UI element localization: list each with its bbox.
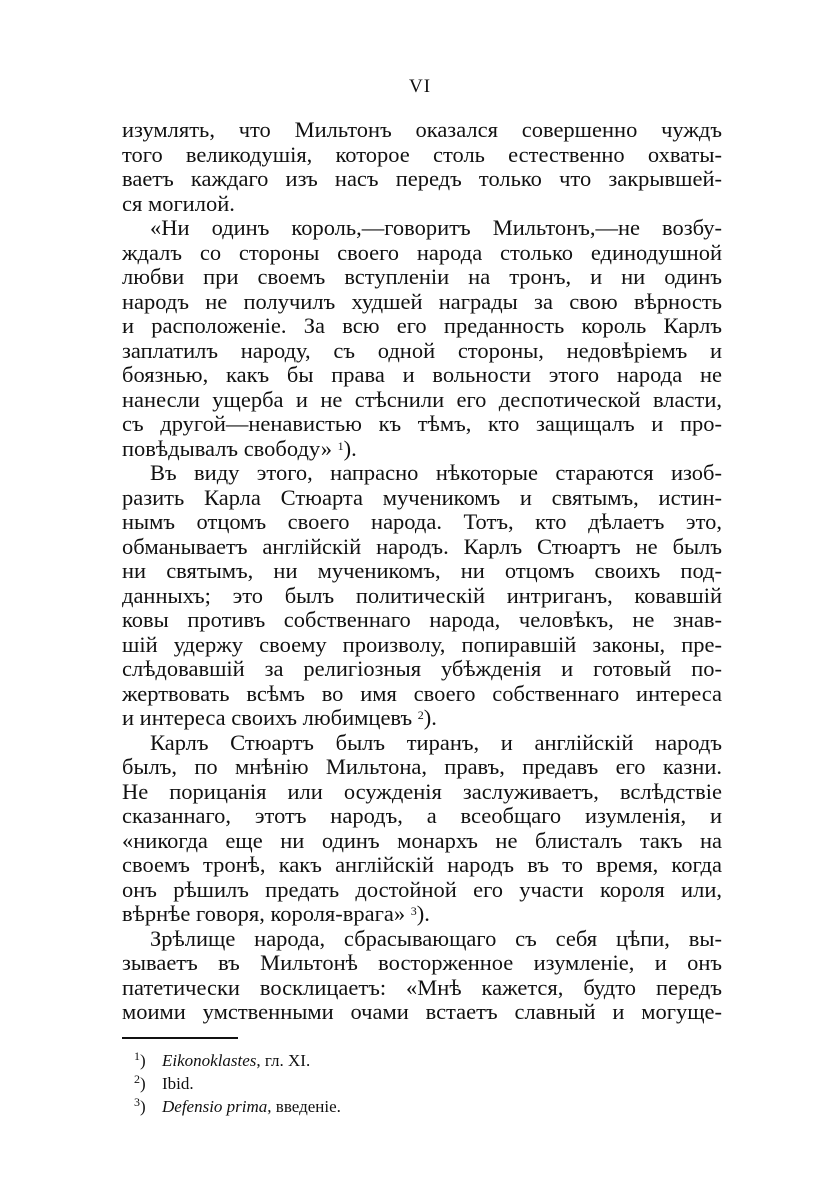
text-line: слѣдовавшій за религіозныя убѣжденія и готовый по- [122,656,722,681]
text-line: и расположеніе. За всю его преданность король Карлъ [122,313,722,338]
footnote-text: Ibid. [162,1074,194,1093]
text-line: былъ, по мнѣнію Мильтона, правъ, предавъ его казни. [122,754,722,779]
text-line: народъ не получилъ худшей награды за свою вѣрность [122,288,722,314]
text-line: ждалъ со стороны своего народа столько единодушной [122,239,722,265]
text-line: сказаннаго, этотъ народъ, а всеобщаго изумленія, и [122,803,722,828]
footnotes [134,1049,634,1118]
text-line: «никогда еще ни одинъ монархъ не блисталъ такъ на [122,827,722,853]
text-line: жертвовать всѣмъ во имя своего собственнаго интереса [122,680,722,706]
text-line [122,437,722,462]
footnote-text: , введеніе. [267,1097,341,1116]
line-text: вѣрнѣе говоря, короля-врага» [122,901,406,926]
footnote-separator [122,1037,238,1039]
footnote-paren: ) [140,1074,146,1093]
footnote-paren: ) [140,1051,146,1070]
footnote-mark: 3 [134,1095,140,1109]
footnote-mark: 2 [134,1072,140,1086]
text-line: ни святымъ, ни мученикомъ, ни отцомъ своихъ под- [122,558,722,583]
text-line: Карлъ Стюартъ былъ тиранъ, и англійскій народъ [150,729,722,755]
text-line: Зрѣлище народа, сбрасывающаго съ себя цѣпи, вы- [150,925,722,951]
footnote-number [134,1072,162,1095]
text-line [122,706,722,731]
page-number: VI [408,76,432,97]
line-text: повѣдывалъ свободу» [122,435,332,461]
text-line: изумлять, что Мильтонъ оказался совершенно чуждъ [122,117,722,142]
text-line: ваетъ каждаго изъ насъ передъ только что закрывшей- [122,166,722,191]
text-line: своемъ тронѣ, какъ англійскій народъ въ то время, когда [122,852,722,877]
footnote-ref: 1 [337,438,344,453]
line-trail: ). [423,705,437,730]
footnote [134,1049,634,1072]
footnote [134,1095,634,1118]
text-line: Въ виду этого, напрасно нѣкоторые стараются изоб- [150,460,722,485]
text-line: боязнью, какъ бы права и вольности этого народа не [122,362,722,387]
text-line: нанесли ущерба и не стѣснили его деспотической власти, [122,386,722,412]
text-line: моими умственными очами встаетъ славный и могуще- [122,999,722,1024]
paragraph [122,216,722,461]
footnote-paren: ) [140,1097,146,1116]
text-line: съ другой—ненавистью къ тѣмъ, кто защищалъ и про- [122,411,722,436]
paragraph [122,927,722,1025]
body-text [122,118,722,1025]
text-line: разить Карла Стюарта мученикомъ и святымъ, истин- [122,484,722,510]
footnote-title: Defensio prima [162,1097,268,1116]
footnote-mark: 1 [134,1049,140,1063]
footnote-number [134,1095,162,1118]
text-line: обманываетъ англійскій народъ. Карлъ Стюартъ не былъ [122,533,722,559]
text-line: онъ рѣшилъ предать достойной его участи короля или, [122,876,722,902]
text-line: нымъ отцомъ своего народа. Тотъ, кто дѣлаетъ это, [122,509,722,534]
text-line: ся могилой. [122,190,235,216]
text-line: патетически восклицаетъ: «Мнѣ кажется, будто передъ [122,974,722,1000]
line-trail: ). [416,901,430,926]
footnote-number [134,1049,162,1072]
text-line: Не порицанія или осужденія заслуживаетъ, вслѣдствіе [122,778,722,804]
footnote-text: , гл. XI. [256,1051,311,1070]
footnote-title: Eikonoklastes [162,1051,257,1070]
paragraph [122,731,722,927]
text-line [122,902,722,927]
footnote-ref: 2 [417,708,424,722]
text-line: того великодушія, которое столь естественно охваты- [122,141,722,167]
footnote-ref: 3 [410,904,417,918]
text-line: зываетъ въ Мильтонѣ восторженное изумленіе, и онъ [122,950,722,975]
paragraph [122,461,722,731]
text-line: данныхъ; это былъ политическій интриганъ, ковавшій [122,582,722,608]
text-line: любви при своемъ вступленіи на тронъ, и ни одинъ [122,264,722,289]
text-line: «Ни одинъ король,—говоритъ Мильтонъ,—не возбу- [150,215,722,240]
text-line: заплатилъ народу, съ одной стороны, недовѣріемъ и [122,337,722,363]
footnote [134,1072,634,1095]
paragraph [122,118,722,216]
line-trail: ). [343,435,357,461]
line-text: и интереса своихъ любимцевъ [122,705,413,730]
text-line: шій удержу своему произволу, попиравшій законы, пре- [122,631,722,657]
text-line: ковы противъ собственнаго народа, человѣкъ, не знав- [122,607,722,632]
